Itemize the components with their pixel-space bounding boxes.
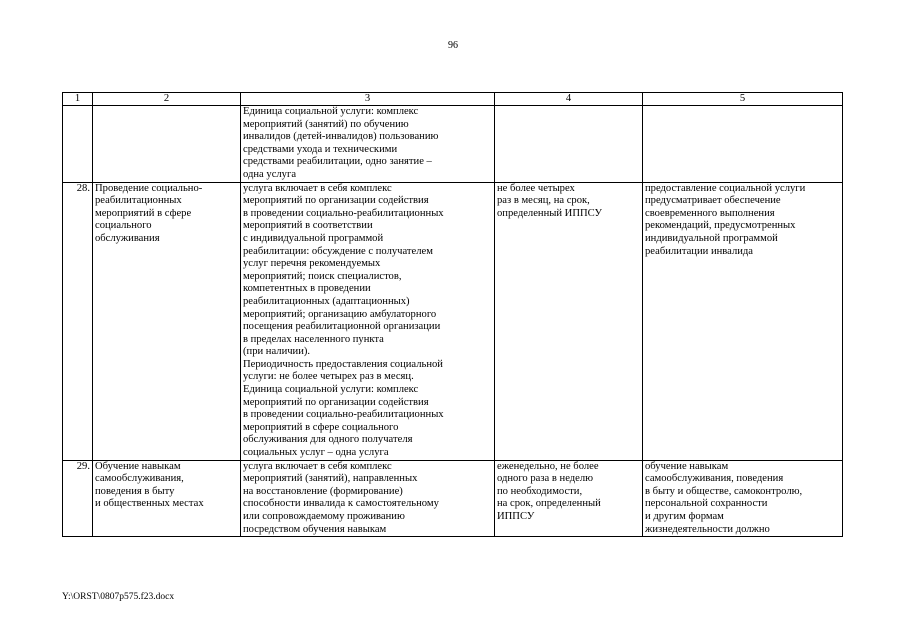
column-header-3: 3 bbox=[241, 93, 495, 106]
column-header-1: 1 bbox=[63, 93, 93, 106]
service-description: услуга включает в себя комплекс мероприятий (занятий), направленных на восстановление (формирование) способности инвалида к самостоятельному или сопровождаемому проживанию посредством обучения навыкам bbox=[241, 460, 495, 537]
row-number: 29. bbox=[63, 460, 93, 537]
service-conditions: обучение навыкам самообслуживания, поведения в быту и обществе, самоконтролю, персональной сохранности и другим формам жизнедеятельности должно bbox=[643, 460, 843, 537]
service-frequency: еженедельно, не более одного раза в неделю по необходимости, на срок, определенный ИППСУ bbox=[495, 460, 643, 537]
column-header-5: 5 bbox=[643, 93, 843, 106]
row-number: 28. bbox=[63, 182, 93, 460]
column-header-2: 2 bbox=[93, 93, 241, 106]
table-row bbox=[63, 460, 843, 537]
service-name bbox=[93, 106, 241, 183]
row-number bbox=[63, 106, 93, 183]
service-frequency: не более четырех раз в месяц, на срок, определенный ИППСУ bbox=[495, 182, 643, 460]
table-row bbox=[63, 106, 843, 183]
document-path-footer: Y:\ORST\0807p575.f23.docx bbox=[62, 592, 175, 602]
services-table bbox=[62, 92, 843, 537]
service-description: услуга включает в себя комплекс мероприятий по организации содействия в проведении социально-реабилитационных мероприятий в соответствии с индивидуальной программой реабилитации: обсуждение с получателем услуг перечня рекомендуемых мероприятий; поиск специалистов, компетентных в проведении реабилитационных (адаптационных) мероприятий; организацию амбулаторного посещения реабилитационной организации в пределах населенного пункта (при наличии). Периодичность предоставления социальной услуги: не более четырех раз в месяц. Единица социальной услуги: комплекс мероприятий по организации содействия в проведении социально-реабилитационных мероприятий в сфере социального обслуживания для одного получателя социальных услуг – одна услуга bbox=[241, 182, 495, 460]
service-conditions: предоставление социальной услуги предусматривает обеспечение своевременного выполнения рекомендаций, предусмотренных индивидуальной программой реабилитации инвалида bbox=[643, 182, 843, 460]
service-name: Обучение навыкам самообслуживания, поведения в быту и общественных местах bbox=[93, 460, 241, 537]
service-conditions bbox=[643, 106, 843, 183]
page-number: 96 bbox=[448, 40, 458, 51]
service-frequency bbox=[495, 106, 643, 183]
column-header-4: 4 bbox=[495, 93, 643, 106]
service-name: Проведение социально- реабилитационных мероприятий в сфере социального обслуживания bbox=[93, 182, 241, 460]
table-header-row bbox=[63, 93, 843, 106]
service-description: Единица социальной услуги: комплекс мероприятий (занятий) по обучению инвалидов (детей-инвалидов) пользованию средствами ухода и техническими средствами реабилитации, одно занятие – одна услуга bbox=[241, 106, 495, 183]
table-row bbox=[63, 182, 843, 460]
